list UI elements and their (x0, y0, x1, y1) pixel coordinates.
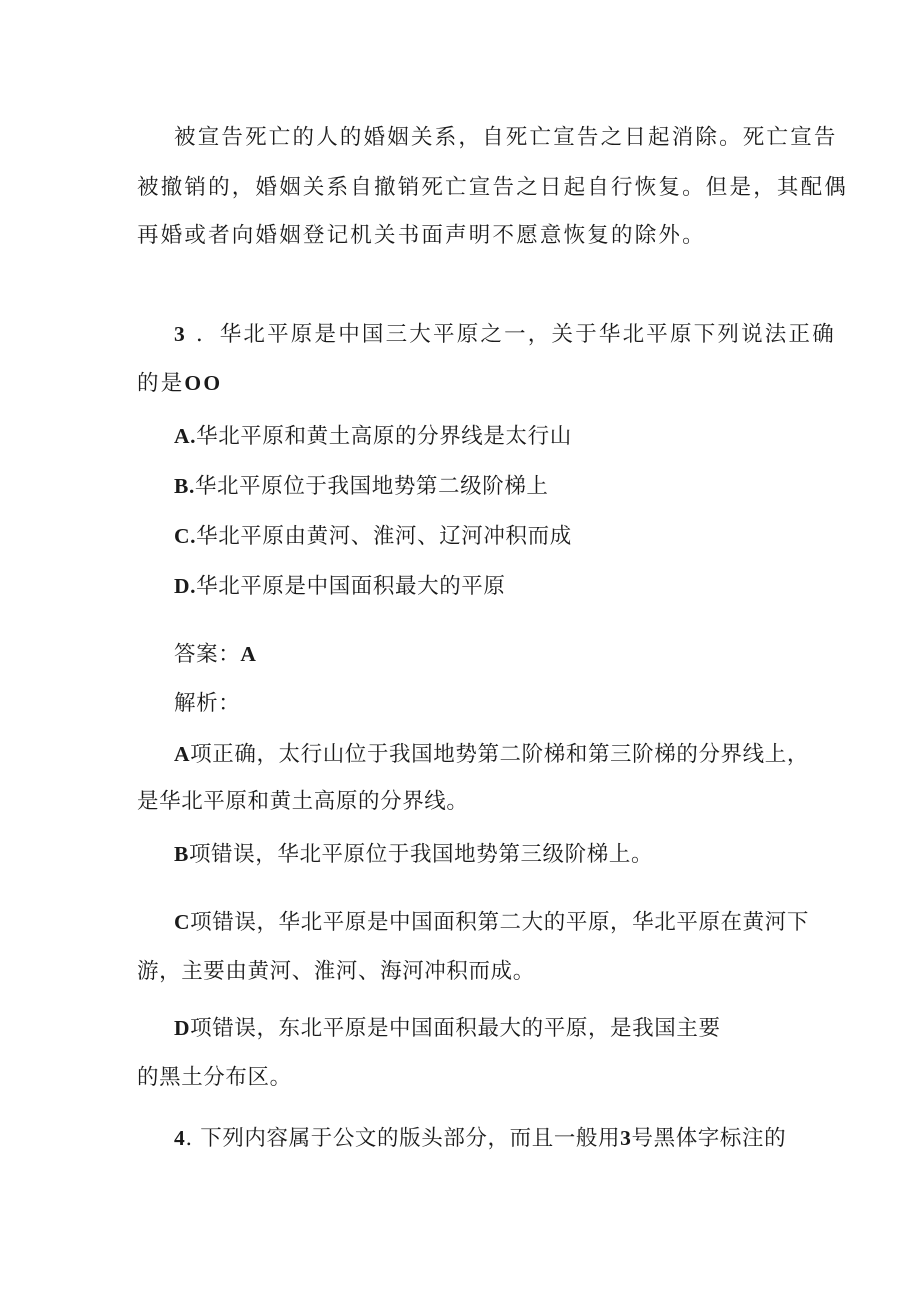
q3-stem-line2-text: 的是 (137, 371, 185, 396)
analysis-a-line1 (174, 738, 809, 771)
q3-analysis-label: 解析： (174, 691, 241, 716)
analysis-text: 项错误，东北平原是中国面积最大的平原，是我国主要 (190, 1016, 721, 1041)
analysis-key: A (174, 742, 191, 766)
analysis-text: 项正确，太行山位于我国地势第二阶梯和第三阶梯的分界线上， (190, 742, 809, 767)
option-text: 华北平原位于我国地势第二级阶梯上 (194, 474, 549, 499)
q3-blank-mark: OO (184, 371, 223, 395)
q4-stem-line1 (174, 1122, 786, 1155)
q4-text-a: . 下列内容属于公文的版头部分，而且一般用 (185, 1126, 621, 1151)
q3-option-a (174, 420, 572, 453)
analysis-text: 项错误，华北平原是中国面积第二大的平原，华北平原在黄河下 (190, 910, 809, 935)
q3-stem-line1 (174, 318, 836, 351)
analysis-b-line1 (174, 838, 653, 871)
option-key: A. (174, 424, 197, 448)
answer-label: 答案： (174, 642, 241, 667)
analysis-key: B (174, 842, 189, 866)
analysis-c-line1 (174, 906, 809, 939)
analysis-d-line1 (174, 1012, 721, 1045)
q3-option-c (174, 520, 572, 553)
q3-option-b (174, 470, 549, 503)
option-key: C. (174, 524, 197, 548)
analysis-c-line2: 游，主要由黄河、淮河、海河冲积而成。 (137, 959, 535, 984)
analysis-d-line2: 的黑土分布区。 (137, 1065, 292, 1090)
para1-line3: 再婚或者向婚姻登记机关书面声明不愿意恢复的除外。 (137, 223, 706, 248)
q3-stem-text: ．华北平原是中国三大平原之一，关于华北平原下列说法正确 (196, 322, 836, 347)
option-text: 华北平原由黄河、淮河、辽河冲积而成 (196, 524, 572, 549)
q3-number: 3 (174, 322, 187, 346)
q3-option-d (174, 570, 506, 603)
option-text: 华北平原和黄土高原的分界线是太行山 (196, 424, 572, 449)
option-key: D. (174, 574, 197, 598)
analysis-text: 项错误，华北平原位于我国地势第三级阶梯上。 (188, 842, 654, 867)
q3-stem-line2 (137, 367, 222, 400)
option-text: 华北平原是中国面积最大的平原 (196, 574, 506, 599)
para1-line1: 被宣告死亡的人的婚姻关系，自死亡宣告之日起消除。死亡宣告 (174, 125, 838, 150)
analysis-key: D (174, 1016, 191, 1040)
para1-line2: 被撤销的，婚姻关系自撤销死亡宣告之日起自行恢复。但是，其配偶 (137, 175, 849, 200)
q4-num-3: 3 (620, 1126, 632, 1150)
analysis-key: C (174, 910, 191, 934)
answer-value: A (240, 642, 257, 666)
analysis-a-line2: 是华北平原和黄土高原的分界线。 (137, 789, 469, 814)
option-key: B. (174, 474, 195, 498)
q4-text-b: 号黑体字标注的 (631, 1126, 787, 1151)
q3-answer (174, 638, 256, 671)
q4-number: 4 (174, 1126, 186, 1150)
